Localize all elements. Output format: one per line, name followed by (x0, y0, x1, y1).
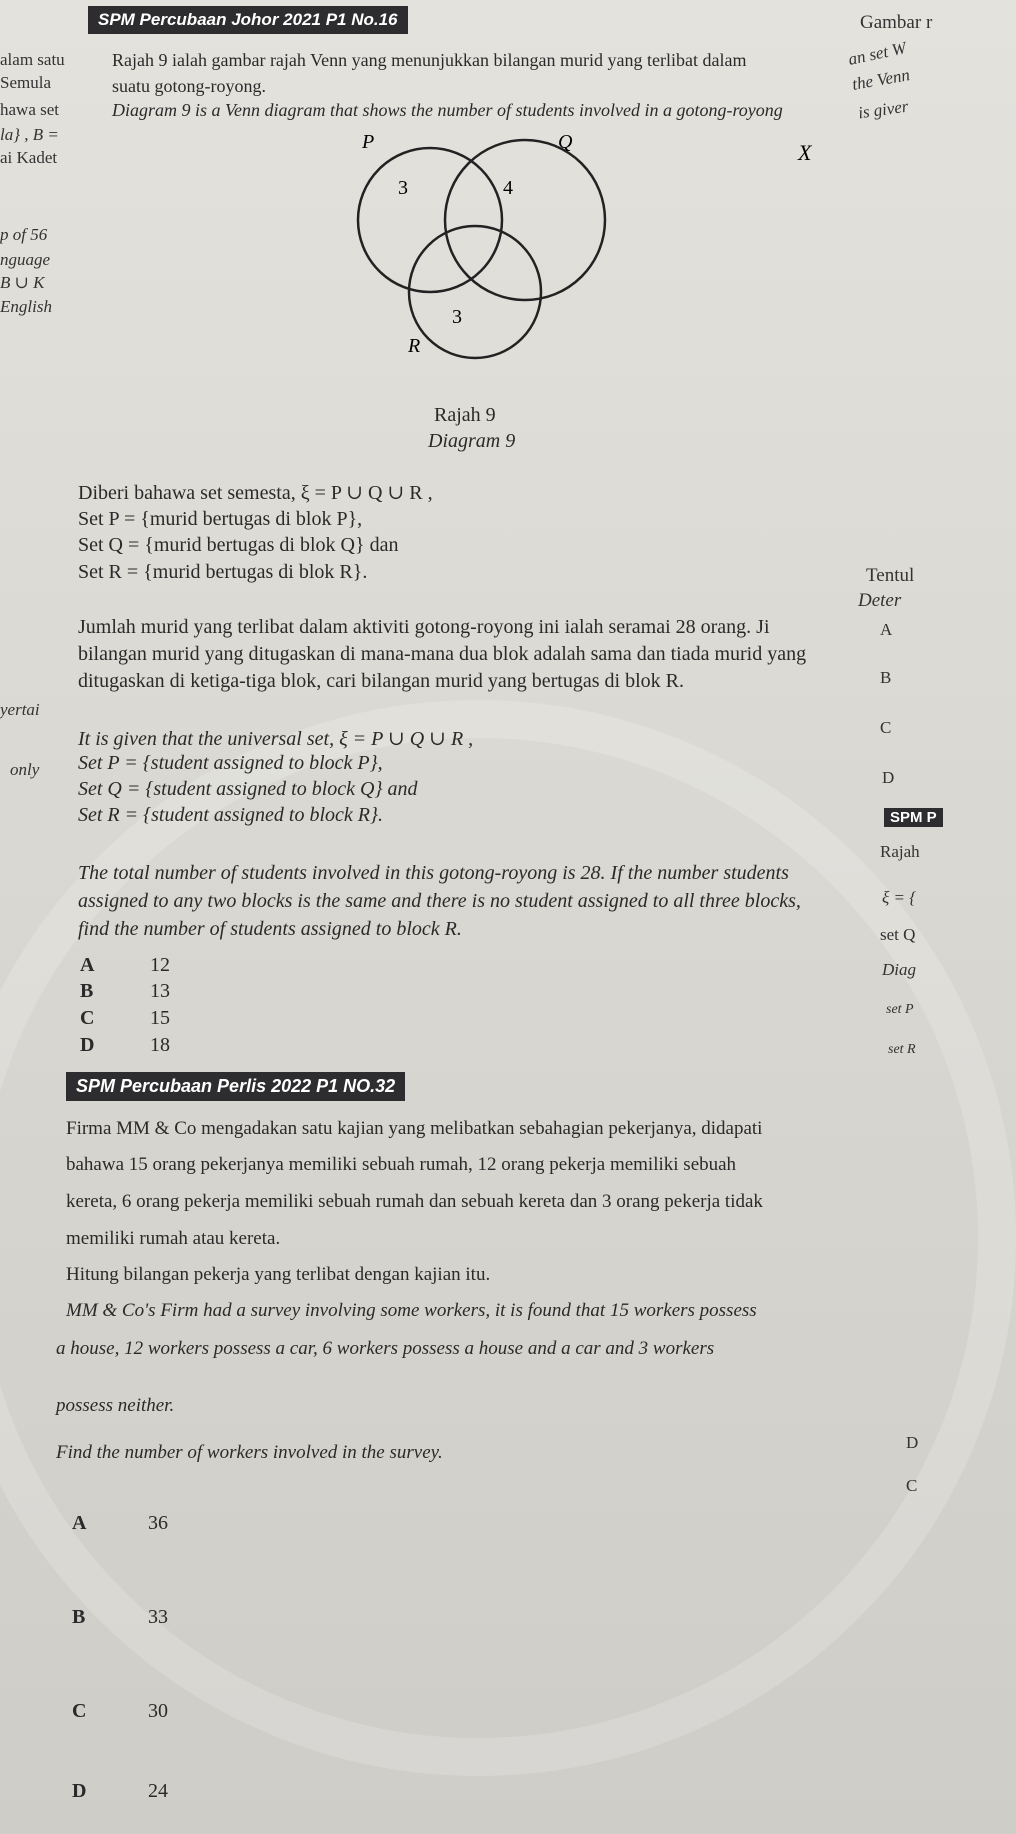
option-letter: A (80, 954, 95, 976)
question-text-malay: suatu gotong-royong. (112, 76, 266, 96)
question-text-english: Diagram 9 is a Venn diagram that shows the number of students involved in a gotong-royong (112, 100, 783, 120)
question-text-malay: memiliki rumah atau kereta. (66, 1228, 281, 1249)
diagram-caption-malay: Rajah 9 (434, 404, 496, 426)
question-source-header: SPM Percubaan Perlis 2022 P1 NO.32 (66, 1072, 405, 1101)
margin-text: A (880, 620, 893, 639)
venn-circle-p (358, 148, 502, 292)
given-malay-line: Set Q = {murid bertugas di blok Q} dan (78, 534, 399, 556)
given-english-line: Set R = {student assigned to block R}. (78, 804, 383, 826)
margin-text: the Venn (850, 65, 912, 94)
option-c[interactable] (72, 1700, 168, 1723)
given-english-line: Set Q = {student assigned to block Q} and (78, 778, 418, 800)
venn-value-p-only: 3 (398, 177, 408, 199)
margin-text: Tentul (866, 565, 915, 586)
margin-text: English (0, 297, 52, 316)
margin-text: only (10, 760, 40, 779)
given-english-line: It is given that the universal set, ξ = P ∪ Q ∪ R , (78, 728, 474, 750)
question-text-malay: kereta, 6 orang pekerja memiliki sebuah rumah dan sebuah kereta dan 3 orang pekerja tidak (66, 1191, 763, 1212)
option-value: 18 (150, 1034, 170, 1056)
option-letter: B (72, 1606, 86, 1628)
option-c[interactable] (80, 1007, 170, 1030)
margin-text: D (882, 768, 895, 787)
margin-text: alam satu (0, 50, 65, 69)
option-letter: A (72, 1512, 87, 1534)
option-value: 12 (150, 954, 170, 976)
margin-text: nguage (0, 250, 51, 269)
option-letter: D (80, 1034, 95, 1056)
option-b[interactable] (72, 1606, 168, 1629)
venn-label-p: P (362, 131, 375, 153)
option-value: 15 (150, 1007, 170, 1029)
given-malay-line: Diberi bahawa set semesta, ξ = P ∪ Q ∪ R , (78, 482, 433, 504)
option-d[interactable] (80, 1034, 170, 1057)
venn-label-q: Q (558, 131, 573, 153)
venn-value-q-only: 4 (503, 177, 513, 199)
margin-text: ξ = { (882, 888, 917, 907)
option-b[interactable] (80, 980, 170, 1003)
question-text-malay: Hitung bilangan pekerja yang terlibat dengan kajian itu. (66, 1264, 491, 1285)
margin-text: set P (886, 1002, 914, 1017)
question-text-malay: bahawa 15 orang pekerjanya memiliki sebuah rumah, 12 orang pekerja memiliki sebuah (66, 1154, 737, 1175)
body-malay-line: Jumlah murid yang terlibat dalam aktiviti gotong-royong ini ialah seramai 28 orang. Ji (78, 616, 770, 638)
margin-text: D (906, 1433, 919, 1452)
body-english-line: assigned to any two blocks is the same and there is no student assigned to all three blocks, (78, 890, 801, 912)
margin-text: Deter (858, 590, 902, 611)
diagram-caption-english: Diagram 9 (428, 430, 516, 452)
margin-text: B (880, 668, 892, 687)
body-malay-line: bilangan murid yang ditugaskan di mana-mana dua blok adalah sama dan tiada murid yang (78, 643, 807, 665)
option-letter: C (80, 1007, 95, 1029)
body-english-line: find the number of students assigned to block R. (78, 918, 462, 940)
question-text-malay: Firma MM & Co mengadakan satu kajian yang melibatkan sebahagian pekerjanya, didapati (66, 1118, 763, 1139)
question-text-english: a house, 12 workers possess a car, 6 workers possess a house and a car and 3 workers (56, 1338, 715, 1359)
margin-text: Semula (0, 73, 51, 92)
body-english-line: The total number of students involved in this gotong-royong is 28. If the number students (78, 862, 789, 884)
option-value: 13 (150, 980, 170, 1002)
margin-text: is giver (856, 96, 910, 123)
margin-text: hawa set (0, 100, 60, 119)
option-value: 33 (148, 1606, 168, 1628)
venn-diagram (330, 120, 890, 370)
question-text-english: MM & Co's Firm had a survey involving some workers, it is found that 15 workers possess (66, 1300, 757, 1321)
given-malay-line: Set P = {murid bertugas di blok P}, (78, 508, 363, 530)
margin-text: yertai (0, 700, 40, 719)
given-english-line: Set P = {student assigned to block P}, (78, 752, 383, 774)
margin-header: SPM P (884, 808, 943, 827)
option-a[interactable] (80, 954, 170, 977)
option-letter: B (80, 980, 94, 1002)
option-value: 36 (148, 1512, 168, 1534)
margin-text: an set W (846, 38, 908, 69)
margin-text: la} , B = (0, 125, 59, 144)
body-malay-line: ditugaskan di ketiga-tiga blok, cari bilangan murid yang bertugas di blok R. (78, 670, 684, 692)
margin-text: Gambar r (860, 12, 933, 33)
venn-value-r-only: 3 (452, 306, 462, 328)
venn-label-universal: X (798, 140, 812, 165)
venn-label-r: R (408, 335, 421, 357)
option-value: 24 (148, 1780, 168, 1802)
given-malay-line: Set R = {murid bertugas di blok R}. (78, 561, 368, 583)
option-letter: D (72, 1780, 87, 1802)
margin-text: Diag (882, 960, 916, 979)
option-a[interactable] (72, 1512, 168, 1535)
option-value: 30 (148, 1700, 168, 1722)
question-text-english: Find the number of workers involved in the survey. (56, 1442, 443, 1463)
venn-circle-q (445, 140, 605, 300)
margin-text: C (906, 1476, 918, 1495)
question-text-english: possess neither. (56, 1395, 175, 1416)
option-letter: C (72, 1700, 87, 1722)
margin-text: C (880, 718, 892, 737)
margin-text: B ∪ K (0, 273, 45, 292)
margin-text: set R (888, 1042, 916, 1057)
question-source-header: SPM Percubaan Johor 2021 P1 No.16 (88, 6, 408, 34)
margin-text: ai Kadet (0, 148, 58, 167)
margin-text: Rajah (880, 842, 920, 861)
option-d[interactable] (72, 1780, 168, 1803)
margin-text: set Q (880, 925, 916, 944)
margin-text: p of 56 (0, 225, 48, 244)
question-text-malay: Rajah 9 ialah gambar rajah Venn yang menunjukkan bilangan murid yang terlibat dalam (112, 50, 747, 70)
